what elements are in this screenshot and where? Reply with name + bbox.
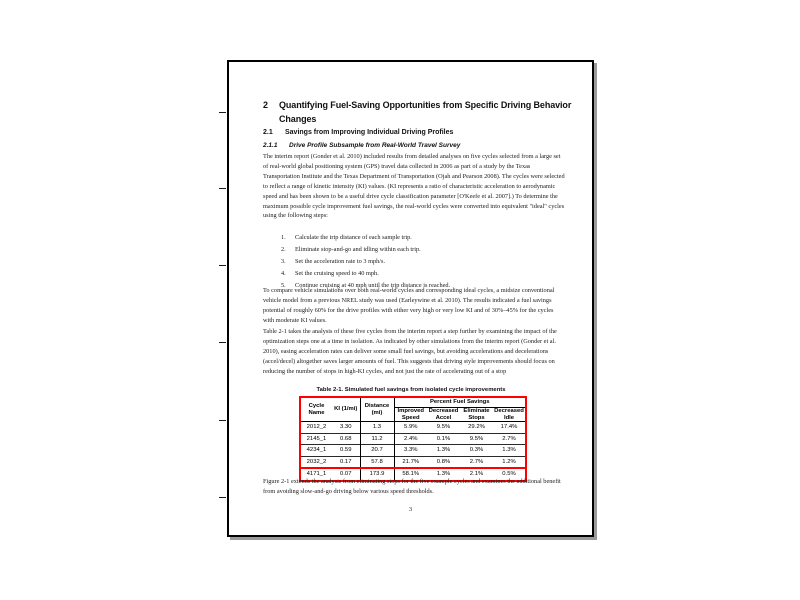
step-item [281,258,385,265]
table-cell: 9.5% [460,433,493,445]
fuel-savings-table [301,398,525,480]
table-cell: 17.4% [500,424,518,430]
ruler-tick [219,265,226,266]
subsubsection-number: 2.1.1 [263,142,278,149]
subsubsection-title: Drive Profile Subsample from Real-World Travel Survey [289,142,461,149]
paragraph-figure-ref: Figure 2-1 extends the analysis from eliminating stops for the five example cycles and examines the additional benefit from avoiding slow-and-go driving below various speed thresholds. [263,478,561,495]
table-cell: 2032_2 [301,456,332,468]
section-title: Quantifying Fuel-Saving Opportunities from Specific Driving Behavior Changes [279,100,572,124]
paragraph-simulation: To compare vehicle simulations over both real-world cycles and corresponding ideal cycles, a midsize conventional vehicle model from a previous NREL study was used (Earleywine et al. 2010). The results indicated a fuel savings potential of roughly 60% for the drive profiles with either very high or very low KI and of 30%–45% for the cycles with moderate KI values. [263,287,555,324]
subsection-number: 2.1 [263,129,273,136]
step-text: Calculate the trip distance of each sample trip. [295,234,412,241]
table-caption: Table 2-1. Simulated fuel savings from isolated cycle improvements [316,387,506,393]
table-cell: 1.3% [493,445,525,457]
table-cell: 2.7% [460,456,493,468]
table-cell: 2.4% [394,433,427,445]
table-cell: 173.9 [360,468,394,480]
table-cell: 57.8 [360,456,394,468]
step-text: Eliminate stop-and-go and idling within each trip. [295,246,421,253]
table-row [301,422,525,434]
table-cell: 4234_1 [301,445,332,457]
section-number: 2 [263,100,268,110]
table-cell: 2145_1 [301,433,332,445]
ruler-tick [219,342,226,343]
subsection-title: Savings from Improving Individual Driving Profiles [285,129,454,136]
table-cell: 21.7% [394,456,427,468]
subsection-heading [263,129,573,136]
table-cell: 2.7% [493,433,525,445]
table-subcolumn-header: Improved Speed [394,408,427,422]
table-cell: 11.2 [360,433,394,445]
table-cell: 1.3% [427,445,460,457]
table-cell: 0.8% [427,456,460,468]
table-subcolumn-header: Decreased Accel [428,408,459,421]
table-cell: 2.1% [460,468,493,480]
table-row [301,456,525,468]
table-row [301,445,525,457]
table-column-header: Cycle Name [301,398,332,422]
step-item [281,246,421,253]
table-cell: 0.5% [493,468,525,480]
table-cell: 3.30 [332,422,360,434]
table-column-header: KI (1/mi) [332,398,360,422]
step-text: Set the acceleration rate to 3 mph/s. [295,258,386,265]
table-cell: 0.3% [460,445,493,457]
ruler-tick [219,497,226,498]
paragraph-table-analysis: Table 2-1 takes the analysis of these five cycles from the interim report a step further by examining the impact of the optimization steps one at a time in isolation. As indicated by other simulations from the interim report (Gonder et al. 2010), easing acceleration rates can deliver some small fuel savings, but avoiding accelerations and decelerations (accel/decel) altogether saves larger amounts of fuel. This suggests that driving style improvements should focus on reducing the number of stops in high-KI cycles, and not just the rate of accelerating out of a stop [263,328,557,375]
table-cell: 29.2% [468,424,485,430]
table-cell: 0.07 [332,468,360,480]
page-number: 3 [408,506,413,513]
table-group-header: Percent Fuel Savings [394,398,525,408]
table-subcolumn-header: Decreased Idle [494,408,524,421]
table-cell: 0.68 [332,433,360,445]
table-cell: 0.1% [427,433,460,445]
fuel-savings-table-highlight-box [299,396,527,482]
step-number: 2. [281,246,286,253]
table-cell: 3.3% [394,445,427,457]
step-item [281,234,412,241]
step-number: 4. [281,270,286,277]
table-cell: 1.3 [360,422,394,434]
step-number: 3. [281,258,286,265]
step-text: Set the cruising speed to 40 mph. [295,270,379,277]
step-text: Continue cruising at 40 mph until the trip distance is reached. [295,282,451,289]
step-item [281,270,379,277]
step-number: 1. [281,234,286,241]
subsubsection-heading [263,142,573,149]
ruler-tick [219,420,226,421]
ruler-tick [219,188,226,189]
ruler-tick [219,112,226,113]
table-cell: 9.5% [436,424,451,430]
table-column-header: Distance (mi) [360,398,394,422]
table-cell: 20.7 [360,445,394,457]
table-cell: 58.1% [394,468,427,480]
table-cell: 4171_1 [301,468,332,480]
table-row [301,433,525,445]
table-cell: 5.9% [404,424,418,430]
document-page [227,60,594,537]
table-cell: 1.2% [493,456,525,468]
table-cell: 0.59 [332,445,360,457]
table-subcolumn-header: Eliminate Stops [460,408,493,422]
table-cell: 1.3% [427,468,460,480]
step-number: 5. [281,282,286,289]
section-heading [263,99,579,126]
table-cell: 2012_2 [306,424,327,430]
table-cell: 0.17 [332,456,360,468]
paragraph-intro: The interim report (Gonder et al. 2010) included results from detailed analyses on five cycles selected from a large set of real-world global positioning system (GPS) travel data collected in 2006 as part of a study by the Texas Transportation Institute and the Texas Department of Transportation (Ojah and Pearson 2008). The cycles were selected to reflect a range of kinetic intensity (KI) values. (KI represents a ratio of characteristic acceleration to aerodynamic speed and has been shown to be a useful drive cycle classification parameter [O'Keefe et al. 2007].) To determine the maximum possible cycle improvement fuel savings, the real-world cycles were converted into equivalent "ideal" cycles using the following steps: [263,153,565,220]
